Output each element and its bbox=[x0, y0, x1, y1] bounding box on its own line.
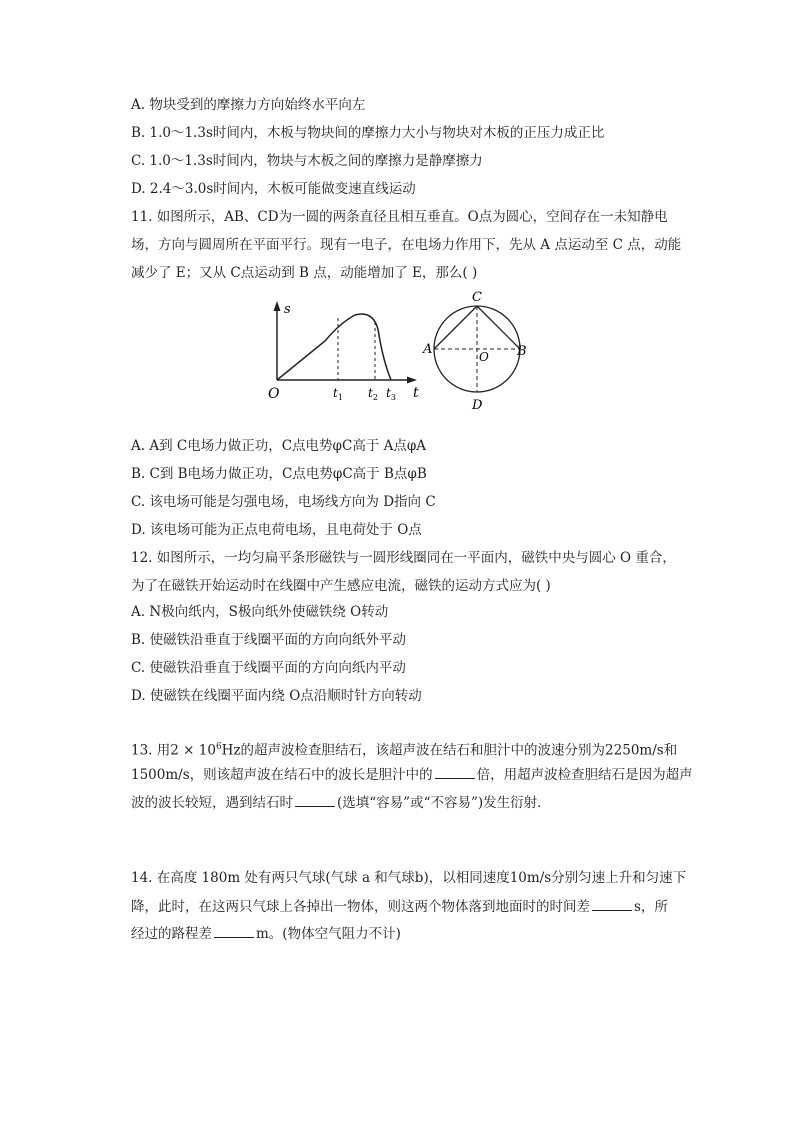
point-o-label: O bbox=[479, 350, 489, 364]
point-a-label: A bbox=[423, 342, 433, 357]
t1-label: $t_1$ bbox=[333, 386, 343, 402]
q10-option-d: D. 2.4～3.0s时间内，木板可能做变速直线运动 bbox=[131, 181, 416, 197]
q11-stem-line3: 减少了 E；又从 C点运动到 B 点，动能增加了 E，那么( ) bbox=[131, 265, 478, 281]
s-axis-label: s bbox=[284, 302, 291, 317]
q10-option-a: A. 物块受到的摩擦力方向始终水平向左 bbox=[131, 97, 366, 113]
q13-answer-blank-1[interactable] bbox=[435, 764, 475, 779]
q12-option-a: A. N极向纸内，S极向纸外使磁铁绕 O转动 bbox=[131, 604, 389, 620]
q12-option-b: B. 使磁铁沿垂直于线圈平面的方向向纸外平动 bbox=[131, 632, 407, 648]
q10-option-c: C. 1.0～1.3s时间内，物块与木板之间的摩擦力是静摩擦力 bbox=[131, 153, 483, 169]
q11-stem-line1: 11. 如图所示，AB、CD为一圆的两条直径且相互垂直。O点为圆心，空间存在一未知静电 bbox=[131, 209, 668, 225]
q14-line3-pre: 经过的路程差 bbox=[131, 926, 212, 942]
q13-line2-pre: 1500m/s，则该超声波在结石中的波长是胆汁中的 bbox=[131, 767, 433, 783]
q11-option-d: D. 该电场可能为正点电荷电场，且电荷处于 O点 bbox=[131, 522, 422, 538]
q14-answer-blank-2[interactable] bbox=[214, 923, 254, 938]
q11-stem-line2: 场，方向与圆周所在平面平行。现有一电子，在电场力作用下，先从 A 点运动至 C 点，动能 bbox=[131, 237, 682, 253]
q13-stem-line3 bbox=[131, 792, 551, 813]
q11-option-c: C. 该电场可能是匀强电场，电场线方向为 D指向 C bbox=[131, 494, 436, 510]
q14-answer-blank-1[interactable] bbox=[592, 896, 632, 911]
q10-option-b: B. 1.0～1.3s时间内，木板与物块间的摩擦力大小与物块对木板的正压力成正比 bbox=[131, 125, 605, 141]
q14-stem-line3 bbox=[131, 923, 401, 944]
q12-stem-line1: 12. 如图所示，一均匀扁平条形磁铁与一圆形线圈同在一平面内，磁铁中央与圆心 O 重合， bbox=[131, 550, 676, 566]
t-axis-label: t bbox=[413, 385, 419, 401]
q13-answer-blank-2[interactable] bbox=[295, 792, 335, 807]
q13-line2-post: 倍，用超声波检查胆结石是因为超声 bbox=[476, 767, 693, 783]
q11-option-b: B. C到 B电场力做正功，C点电势φC高于 B点φB bbox=[131, 466, 427, 482]
q13-text-pre: 13. 用2 × 10 bbox=[131, 742, 216, 759]
point-b-label: B bbox=[517, 344, 527, 359]
q14-line2-pre: 降，此时，在这两只气球上各掉出一物体，则这两个物体落到地面时的时间差 bbox=[131, 899, 590, 915]
q12-stem-line2: 为了在磁铁开始运动时在线圈中产生感应电流，磁铁的运动方式应为( ) bbox=[131, 578, 551, 594]
s-t-graph bbox=[274, 301, 418, 384]
q14-stem-line1: 14. 在高度 180m 处有两只气球(气球 a 和气球b)，以相同速度10m/s分别匀速上升和匀速下 bbox=[131, 870, 687, 886]
q14-line2-post: s，所 bbox=[634, 899, 668, 915]
point-c-label: C bbox=[472, 290, 482, 305]
point-d-label: D bbox=[472, 398, 483, 413]
q13-text-post: Hz的超声波检查胆结石，该超声波在结石和胆汁中的波速分别为2250m/s和 bbox=[221, 742, 678, 759]
origin-label: O bbox=[268, 386, 280, 402]
q13-line3-post: (选填“容易”或“不容易”)发生衍射． bbox=[337, 795, 551, 811]
t2-label: $t_2$ bbox=[368, 386, 378, 402]
q13-exponent: 6 bbox=[215, 742, 222, 752]
t3-label: $t_3$ bbox=[386, 386, 396, 402]
q14-line3-post: m。(物体空气阻力不计) bbox=[256, 926, 401, 942]
q13-stem-line1 bbox=[131, 737, 677, 761]
q13-stem-line2 bbox=[131, 764, 693, 785]
q12-option-c: C. 使磁铁沿垂直于线圈平面的方向向纸内平动 bbox=[131, 660, 406, 676]
q13-line3-pre: 波的波长较短，遇到结石时 bbox=[131, 795, 293, 811]
q11-figure bbox=[255, 285, 545, 415]
circle-diagram bbox=[434, 306, 520, 392]
q14-stem-line2 bbox=[131, 896, 668, 917]
q11-option-a: A. A到 C电场力做正功，C点电势φC高于 A点φA bbox=[131, 438, 427, 454]
q12-option-d: D. 使磁铁在线圈平面内绕 O点沿顺时针方向转动 bbox=[131, 688, 422, 704]
